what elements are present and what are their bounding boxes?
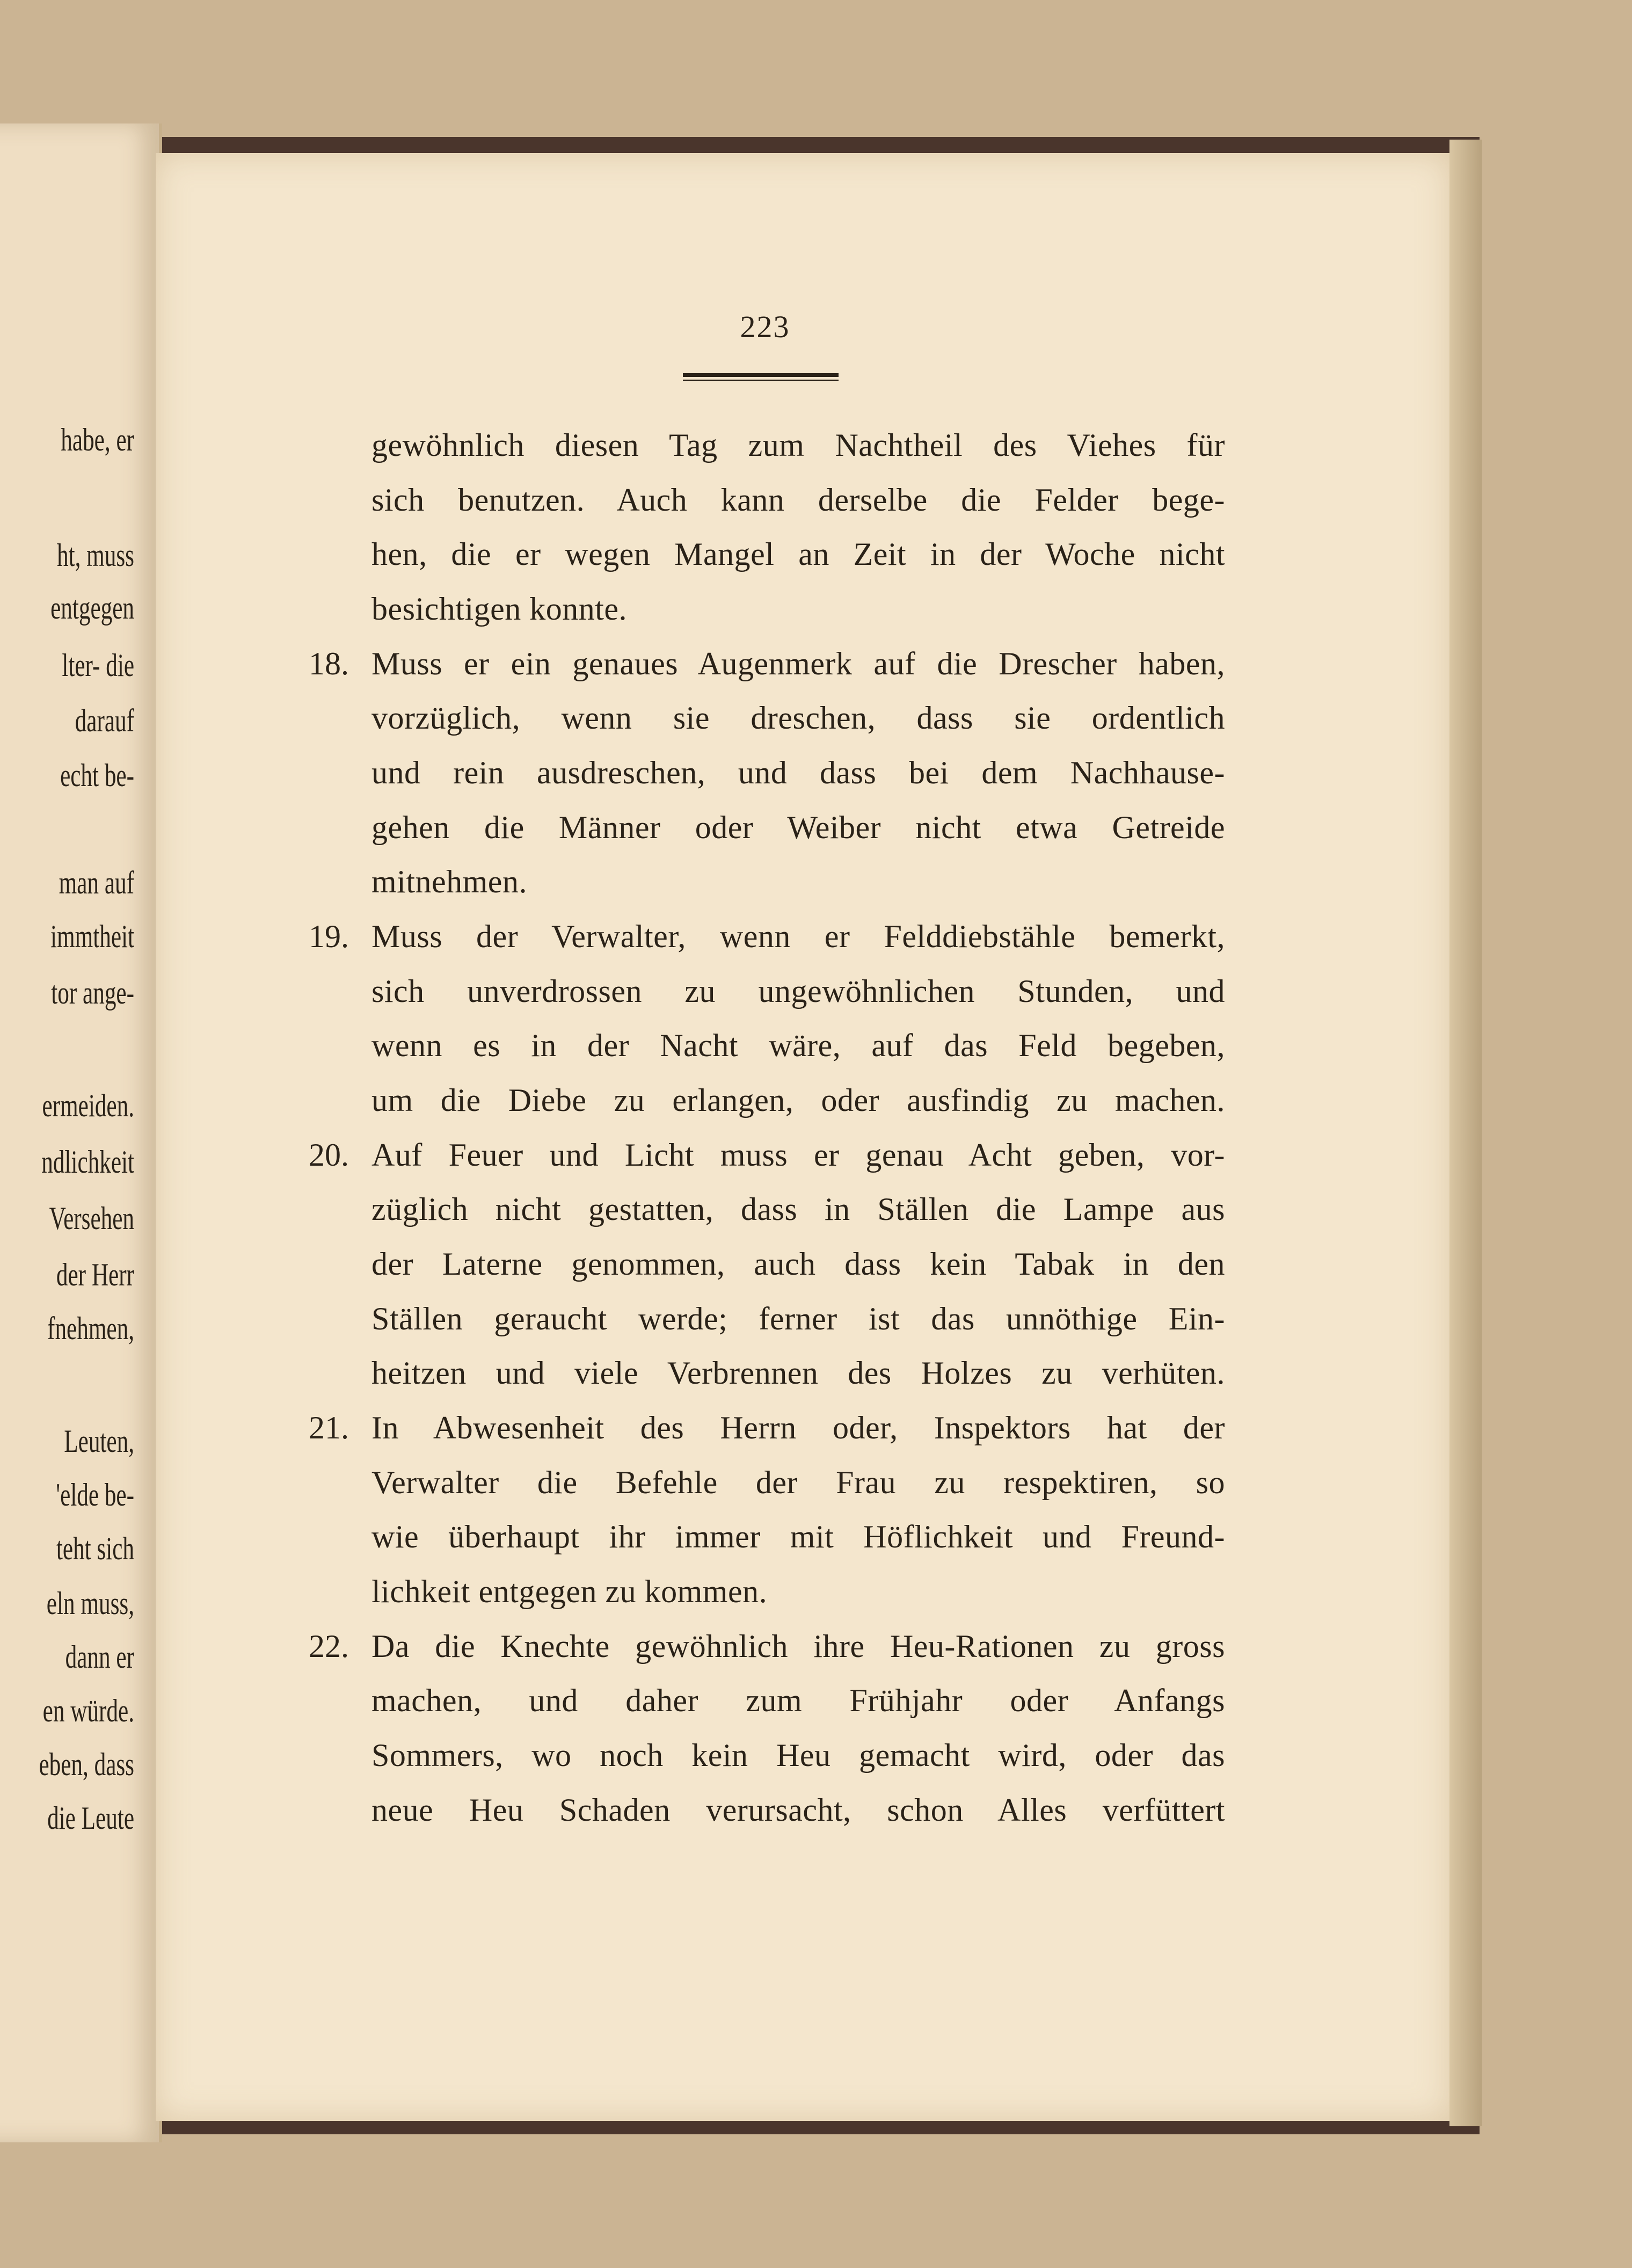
text-line: lichkeit entgegen zu kommen. (371, 1574, 768, 1609)
text-line: und rein ausdreschen, und dass bei dem Nachhause- (371, 755, 1225, 790)
left-page-line: entgegen (50, 590, 134, 626)
left-page-line: immtheit (50, 919, 134, 954)
text-line: Verwalter die Befehle der Frau zu respektiren, so (371, 1465, 1225, 1500)
text-line: Muss er ein genaues Augenmerk auf die Drescher haben, (371, 646, 1225, 681)
text-line: wie überhaupt ihr immer mit Höflichkeit und Freund- (371, 1519, 1225, 1554)
left-page-line: teht sich (56, 1531, 134, 1566)
text-line: gehen die Männer oder Weiber nicht etwa Getreide (371, 810, 1225, 845)
text-line: wenn es in der Nacht wäre, auf das Feld begeben, (371, 1028, 1225, 1063)
text-line: besichtigen konnte. (371, 591, 628, 627)
left-page-line: tor ange- (51, 975, 134, 1011)
text-line: Da die Knechte gewöhnlich ihre Heu-Rationen zu gross (371, 1629, 1225, 1664)
left-page-line: fnehmen, (47, 1311, 134, 1346)
left-page-line: ermeiden. (42, 1088, 134, 1123)
left-facing-page (0, 123, 162, 2142)
text-line: um die Diebe zu erlangen, oder ausfindig zu machen. (371, 1082, 1225, 1118)
left-page-line: lter- die (62, 648, 134, 683)
text-line: machen, und daher zum Frühjahr oder Anfangs (371, 1683, 1225, 1718)
item-number: 19. (309, 919, 349, 954)
item-number: 18. (309, 646, 349, 681)
text-line: In Abwesenheit des Herrn oder, Inspektors hat der (371, 1410, 1225, 1445)
left-page-line: Versehen (49, 1201, 134, 1236)
left-page-line: dann er (65, 1639, 134, 1675)
item-number: 21. (309, 1410, 349, 1445)
left-page-line: habe, er (61, 422, 134, 457)
text-line: Muss der Verwalter, wenn er Felddiebstähle bemerkt, (371, 919, 1225, 954)
page-number: 223 (740, 309, 790, 344)
text-line: gewöhnlich diesen Tag zum Nachtheil des Viehes für (371, 427, 1225, 463)
item-number: 22. (309, 1629, 349, 1664)
left-page-line: 'elde be- (56, 1477, 134, 1513)
left-page-line: ht, muss (56, 537, 134, 573)
text-line: sich unverdrossen zu ungewöhnlichen Stunden, und (371, 973, 1225, 1009)
text-line: Sommers, wo noch kein Heu gemacht wird, oder das (371, 1738, 1225, 1773)
left-page-line: ndlichkeit (41, 1144, 134, 1180)
text-line: der Laterne genommen, auch dass kein Tabak in den (371, 1246, 1225, 1282)
left-page-line: die Leute (47, 1800, 134, 1836)
item-number: 20. (309, 1137, 349, 1173)
text-line: züglich nicht gestatten, dass in Ställen die Lampe aus (371, 1191, 1225, 1227)
header-rule-thin (683, 380, 839, 381)
left-page-line: darauf (75, 703, 134, 738)
text-line: neue Heu Schaden verursacht, schon Alles verfüttert (371, 1792, 1225, 1828)
text-line: Ställen geraucht werde; ferner ist das unnöthige Ein- (371, 1301, 1225, 1336)
left-page-line: eln muss, (46, 1586, 134, 1621)
text-line: mitnehmen. (371, 864, 527, 899)
text-line: heitzen und viele Verbrennen des Holzes zu verhüten. (371, 1355, 1225, 1391)
text-line: hen, die er wegen Mangel an Zeit in der Woche nicht (371, 536, 1225, 572)
left-page-line: en würde. (42, 1693, 134, 1728)
header-rule (683, 373, 839, 377)
left-page-line: eben, dass (39, 1747, 134, 1782)
text-line: vorzüglich, wenn sie dreschen, dass sie ordentlich (371, 700, 1225, 736)
text-line: Auf Feuer und Licht muss er genau Acht geben, vor- (371, 1137, 1225, 1173)
left-page-line: der Herr (56, 1257, 134, 1292)
text-line: sich benutzen. Auch kann derselbe die Felder bege- (371, 482, 1225, 518)
page-edges (1449, 140, 1482, 2126)
left-page-line: man auf (59, 865, 134, 900)
left-page-line: Leuten, (64, 1423, 134, 1459)
left-page-line: echt be- (60, 758, 134, 793)
